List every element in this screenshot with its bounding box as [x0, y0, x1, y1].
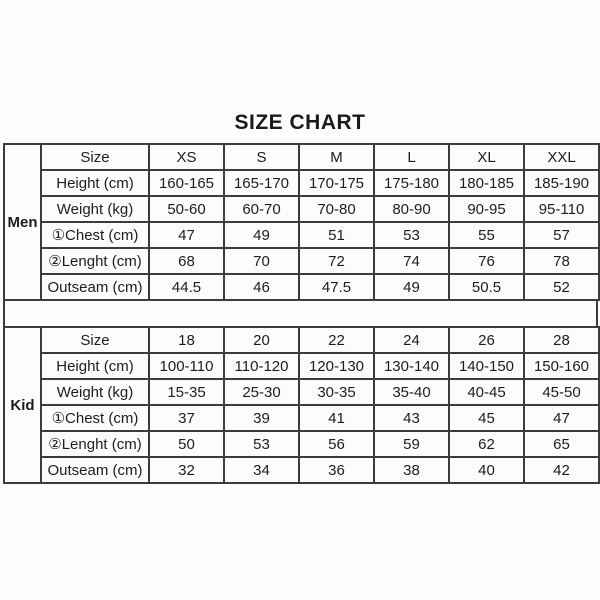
- value-cell: 47: [524, 405, 599, 431]
- value-cell: 80-90: [374, 196, 449, 222]
- page-title: SIZE CHART: [234, 111, 366, 134]
- value-cell: 24: [374, 327, 449, 353]
- row-label: Size: [41, 327, 149, 353]
- men-size-table: [3, 143, 600, 301]
- value-cell: 165-170: [224, 170, 299, 196]
- row-label: Outseam (cm): [41, 274, 149, 300]
- table-row: [4, 405, 599, 431]
- value-cell: 45: [449, 405, 524, 431]
- group-label-men: Men: [4, 144, 41, 300]
- value-cell: 65: [524, 431, 599, 457]
- value-cell: 36: [299, 457, 374, 483]
- value-cell: 70-80: [299, 196, 374, 222]
- value-cell: 100-110: [149, 353, 224, 379]
- group-label-kid: Kid: [4, 327, 41, 483]
- row-label: Height (cm): [41, 353, 149, 379]
- value-cell: 39: [224, 405, 299, 431]
- value-cell: XL: [449, 144, 524, 170]
- value-cell: 40-45: [449, 379, 524, 405]
- table-row: [4, 379, 599, 405]
- value-cell: 175-180: [374, 170, 449, 196]
- value-cell: XXL: [524, 144, 599, 170]
- value-cell: 57: [524, 222, 599, 248]
- value-cell: 43: [374, 405, 449, 431]
- value-cell: M: [299, 144, 374, 170]
- value-cell: 32: [149, 457, 224, 483]
- value-cell: 120-130: [299, 353, 374, 379]
- value-cell: 40: [449, 457, 524, 483]
- value-cell: 53: [374, 222, 449, 248]
- row-label: Height (cm): [41, 170, 149, 196]
- row-label: Size: [41, 144, 149, 170]
- table-row: [4, 457, 599, 483]
- value-cell: 49: [374, 274, 449, 300]
- table-row: [4, 170, 599, 196]
- row-label: Weight (kg): [41, 379, 149, 405]
- value-cell: 26: [449, 327, 524, 353]
- value-cell: 45-50: [524, 379, 599, 405]
- value-cell: 50-60: [149, 196, 224, 222]
- value-cell: XS: [149, 144, 224, 170]
- table-row: [4, 274, 599, 300]
- value-cell: 52: [524, 274, 599, 300]
- kid-size-table: [3, 326, 600, 484]
- value-cell: 74: [374, 248, 449, 274]
- value-cell: 95-110: [524, 196, 599, 222]
- value-cell: 49: [224, 222, 299, 248]
- row-label: Weight (kg): [41, 196, 149, 222]
- value-cell: 50: [149, 431, 224, 457]
- value-cell: 56: [299, 431, 374, 457]
- value-cell: 62: [449, 431, 524, 457]
- table-row: [4, 431, 599, 457]
- value-cell: 38: [374, 457, 449, 483]
- table-row: [4, 144, 599, 170]
- value-cell: 47.5: [299, 274, 374, 300]
- value-cell: 53: [224, 431, 299, 457]
- value-cell: 180-185: [449, 170, 524, 196]
- value-cell: 78: [524, 248, 599, 274]
- value-cell: 90-95: [449, 196, 524, 222]
- value-cell: 41: [299, 405, 374, 431]
- table-row: [4, 353, 599, 379]
- value-cell: 51: [299, 222, 374, 248]
- value-cell: 25-30: [224, 379, 299, 405]
- row-label: ②Lenght (cm): [41, 248, 149, 274]
- table-row: [4, 196, 599, 222]
- value-cell: 140-150: [449, 353, 524, 379]
- table-row: [4, 327, 599, 353]
- value-cell: 150-160: [524, 353, 599, 379]
- value-cell: 42: [524, 457, 599, 483]
- value-cell: 18: [149, 327, 224, 353]
- value-cell: 76: [449, 248, 524, 274]
- value-cell: 68: [149, 248, 224, 274]
- value-cell: 160-165: [149, 170, 224, 196]
- value-cell: 72: [299, 248, 374, 274]
- value-cell: S: [224, 144, 299, 170]
- value-cell: 44.5: [149, 274, 224, 300]
- value-cell: 37: [149, 405, 224, 431]
- row-label: Outseam (cm): [41, 457, 149, 483]
- section-separator: [3, 301, 598, 326]
- value-cell: 47: [149, 222, 224, 248]
- value-cell: 130-140: [374, 353, 449, 379]
- value-cell: L: [374, 144, 449, 170]
- table-row: [4, 222, 599, 248]
- value-cell: 50.5: [449, 274, 524, 300]
- value-cell: 15-35: [149, 379, 224, 405]
- value-cell: 185-190: [524, 170, 599, 196]
- row-label: ②Lenght (cm): [41, 431, 149, 457]
- value-cell: 22: [299, 327, 374, 353]
- value-cell: 59: [374, 431, 449, 457]
- value-cell: 60-70: [224, 196, 299, 222]
- table-row: [4, 248, 599, 274]
- value-cell: 110-120: [224, 353, 299, 379]
- row-label: ①Chest (cm): [41, 222, 149, 248]
- value-cell: 20: [224, 327, 299, 353]
- size-chart-frame: [3, 143, 598, 484]
- value-cell: 30-35: [299, 379, 374, 405]
- value-cell: 70: [224, 248, 299, 274]
- row-label: ①Chest (cm): [41, 405, 149, 431]
- value-cell: 34: [224, 457, 299, 483]
- value-cell: 46: [224, 274, 299, 300]
- value-cell: 28: [524, 327, 599, 353]
- value-cell: 35-40: [374, 379, 449, 405]
- value-cell: 55: [449, 222, 524, 248]
- value-cell: 170-175: [299, 170, 374, 196]
